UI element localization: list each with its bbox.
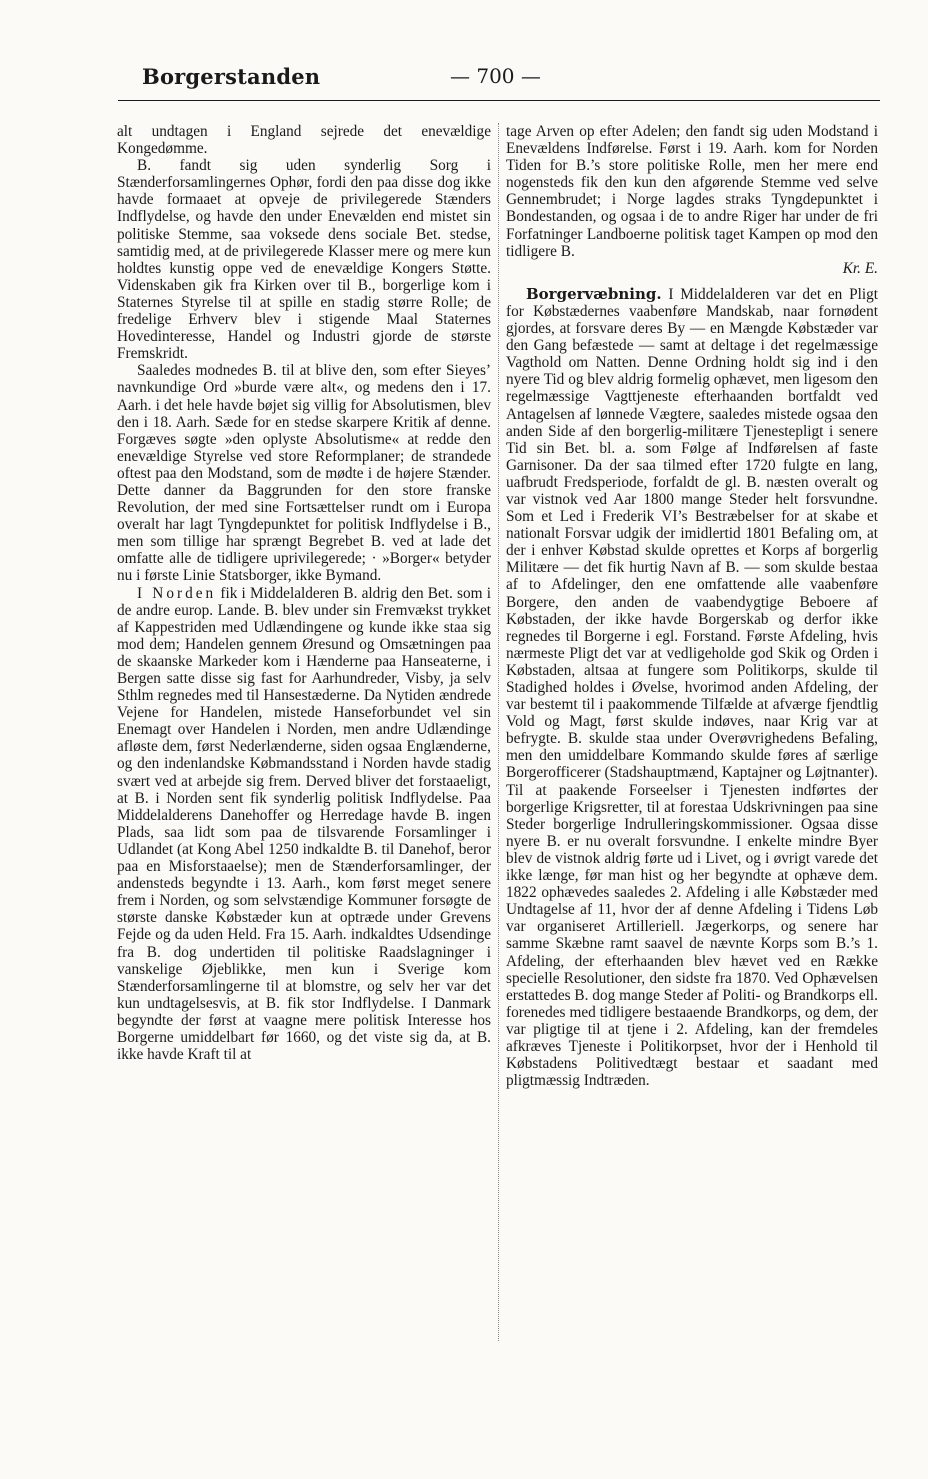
column-divider (498, 123, 499, 1341)
paragraph: alt undtagen i England sejrede det enevældige Kongedømme. (117, 123, 491, 158)
paragraph: tage Arven op efter Adelen; den fandt sig uden Modstand i Enevældens Indførelse. Først i 19. Aarh. kom for Norden Tiden for B.’s store politiske Rolle, men her mere end nogensteds fik den kun den afgørende Stemme ved selve Gennembrudet; i Norge lagdes straks Tyngdepunktet i Bondestanden, og ogsaa i de to andre Riger har under de fri Forfatninger Landboerne politisk taget Kampen op mod den tidligere B. (506, 123, 878, 260)
header-rule (118, 100, 880, 101)
author-signature: Kr. E. (842, 259, 878, 277)
page-header (118, 62, 880, 98)
paragraph (506, 286, 878, 1089)
spaced-term: I Norden (137, 584, 217, 602)
entry-headword: Borgervæbning. (526, 284, 662, 303)
paragraph-text: I Middelalderen var det en Pligt for Købstædernes vaabenføre Mandskab, naar fornødent gjordes, at forsvare deres By — en Mængde Købstæder var den Gang befæstede — samt at deltage i det regelmæssige Vagthold om Natten. Denne Ordning holdt sig ind i den nyere Tid og blev aldrig formelig ophævet, men ligesom den regelmæssige Vagttjeneste efterhaanden bortfaldt ved Antagelsen af lønnede Vægtere, saaledes mistede ogsaa den anden Side af den borgerlig-militære Tjenestepligt i senere Tid sin Bet. bl. a. som Følge af Indførelsen af faste Garnisoner. Da der saa tilmed efter 1720 fulgte en lang, uafbrudt Fredsperiode, forfaldt de gl. B. næsten overalt og var vistnok ved Aar 1800 mange Steder helt forsvundne. Som et Led i Frederik VI’s Bestræbelser for at skabe et nationalt Forsvar udgik der imidlertid 1801 Befaling om, at der i enhver Købstad skulde oprettes et Korps af borgerlig Militære — det fik hurtig Navn af B. — som skulde bestaa af to Afdelinger, den ene omfattende alle vaabenføre Borgere, den anden de vaabendygtige Beboere af Købstaden, der ikke havde Borgerskab og derfor ikke regnedes til Borgerne i egl. Forstand. Første Afdeling, hvis nærmeste Pligt det var at vedligeholde god Skik og Orden i Købstaden, altsaa at fungere som Politikorps, skulde til Stadighed holdes i Øvelse, hvorimod anden Afdeling, der var bestemt til i paakommende Tilfælde at afværge fjendtlig Vold og Magt, først skulde indøves, naar Krig var at befrygte. B. skulde staa under Overøvrighedens Befaling, men den umiddelbare Kommando skulde føres af særlige Borgerofficerer (Stadshauptmænd, Kaptajner og Løjtnanter). Til at paakende Forseelser i Tjenesten indførtes der borgerlige Krigsretter, til at forestaa Udskrivningen paa sine Steder borgerlige Indrulleringskommissioner. Ogsaa disse nyere B. er nu overalt forsvundne. I enkelte mindre Byer blev de vistnok aldrig førte ud i Livet, og i øvrigt varede det ikke længe, før man hist og her begyndte at ophæve dem. 1822 ophævedes saaledes 2. Afdeling i alle Købstæder med Undtagelse af 11, hvor der af denne Afdeling i Tidens Løb var organiseret Artilleriell. Jægerkorps, og senere har samme Skæbne ramt saavel de nævnte Korps som B.’s 1. Afdeling, der efterhaanden blev hævet ved en Række specielle Resolutioner, den sidste fra 1870. Ved Ophævelsen erstattedes B. dog mange Steder af Politi- og Brandkorps ell. forenedes med tidligere bestaaende Brandkorps, og dem, der var pligtige til at tjene i 2. Afdeling, kan der fremdeles afkræves Tjeneste i Politikorpset, hvor der i Henhold til Købstadens Politivedtægt bestaar et saadant med pligtmæssig Indtræden. (506, 285, 878, 1090)
paragraph: Saaledes modnedes B. til at blive den, som efter Sieyes’ navnkundige Ord »burde være alt«, og medens den i 17. Aarh. i det hele havde bøjet sig villig for Absolutismen, blev den i 18. Aarh. Sæde for en stedse skarpere Kritik af denne. Forgæves søgte »den oplyste Absolutisme« at redde den enevældige Styrelse ved store Reformplaner; de strandede oftest paa den Modstand, som de mødte i de højere Stænder. Dette danner da Baggrunden for den store franske Revolution, der med sine Fortsættelser rundt om i Europa overalt har lagt Tyngdepunktet for politisk Indflydelse i B., men som tillige har sprængt Begrebet B. ved at lade det omfatte alle de tidligere uprivilegerede; · »Borger« betyder nu i første Linie Statsborger, ikke Bymand. (117, 362, 491, 585)
paragraph-text: fik i Middelalderen B. aldrig den Bet. som i de andre europ. Lande. B. blev under sin Fremvækst trykket af Kappestriden med Udlændingene og kunde ikke staa sig mod dem; Handelen gennem Øresund og Omsætningen paa de skaanske Markeder kom i Hænderne paa Hanseaterne, i Bergen satte disse sig fast for Aarhundreder, Visby, ja selv Sthlm regnedes med til Hansestæderne. Da Nytiden ændrede Vejene for Handelen, mistede Hanseforbundet vel sin Enemagt over Handelen i Norden, men andre Udlændinge afløste dem, først Nederlænderne, siden ogsaa Englænderne, og den indenlandske Købmandsstand i Norden havde stadig svært ved at arbejde sig frem. Derved bliver det forstaaeligt, at B. i Norden sent fik synderlig politisk Indflydelse. Paa Middelalderens Danehoffer og Herredage havde B. ingen Plads, saa lidt som paa de tilsvarende Forsamlinger i Udlandet (at Kong Abel 1250 indkaldte B. til Danehof, beror paa en Misforstaaelse); men de Stænderforsamlinger, der andensteds begyndte i 13. Aarh., kom først meget senere frem i Norden, og som selvstændige Kommuner forsøgte de største danske Købstæder kun at optræde under Grevens Fejde og da uden Held. Fra 15. Aarh. indkaldtes Udsendinge fra B. dog undertiden til politiske Raadslagninger i vanskelige Øjeblikke, men kun i Sverige kom Stænderforsamlingerne til at blomstre, og selv her var det kun undtagelsesvis, at B. fik stor Indflydelse. I Danmark begyndte der først at vaagne mere politisk Interesse hos Borgerne umiddelbart før 1660, og det viste sig da, at B. ikke havde Kraft til at (117, 584, 492, 1064)
left-column (117, 123, 491, 1063)
running-title: Borgerstanden (142, 64, 321, 89)
right-column (506, 123, 878, 1089)
page-number: — 700 — (450, 64, 541, 88)
paragraph (117, 585, 491, 1064)
paragraph: B. fandt sig uden synderlig Sorg i Stænderforsamlingernes Ophør, fordi den paa disse dog ikke havde formaaet at opveje de privilegerede Stænders Indflydelse, og havde den under Enevælden end mistet sin politiske Stemme, saa voksede dens sociale Bet. stedse, samtidig med, at de privilegerede Klasser mere og mere kun holdtes kunstig oppe ved de enevældige Kongers Støtte. Videnskaben gik fra Kirken over til B., borgerlige kom i Staternes Styrelse til at spille en stadig større Rolle; de fredelige Erhverv blev i stigende Maal Staternes Hovedinteresse, Handel og Industri gjorde de største Fremskridt. (117, 157, 491, 363)
